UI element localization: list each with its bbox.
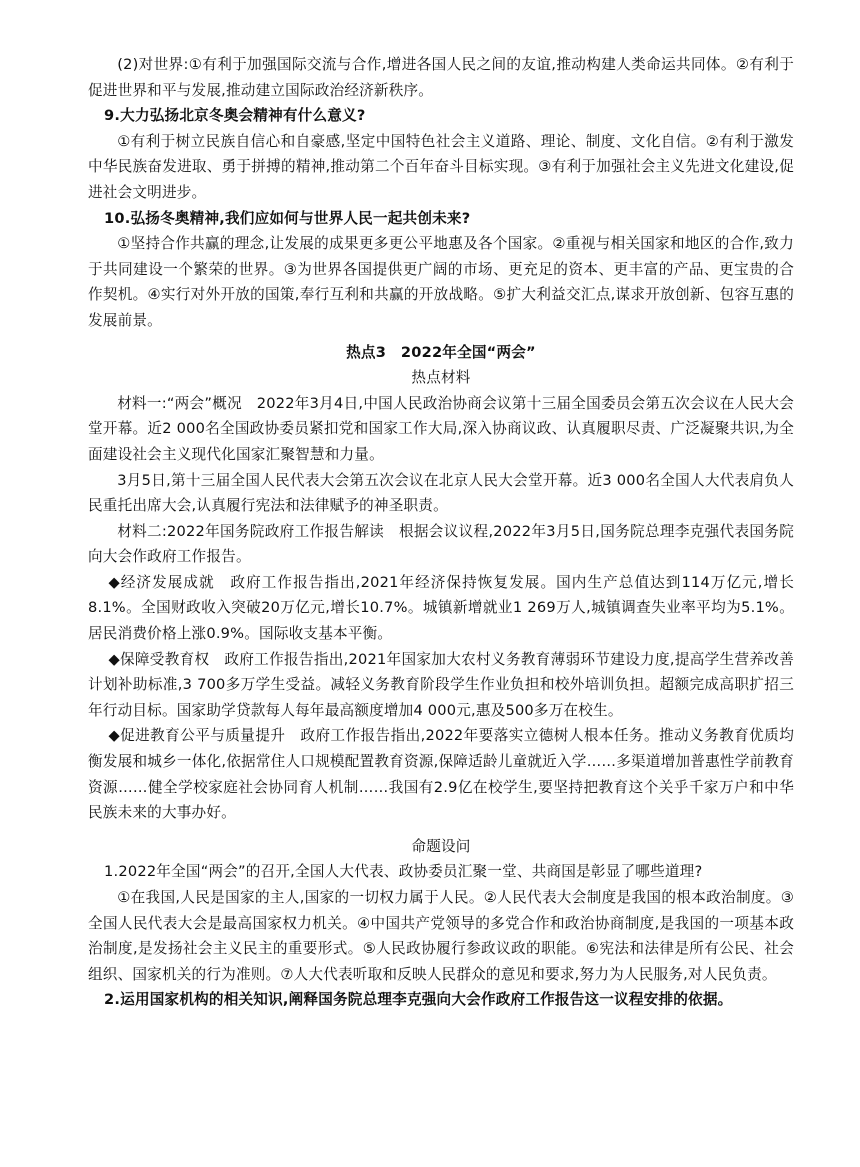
answer-world-significance: (2)对世界:①有利于加强国际交流与合作,增进各国人民之间的友谊,推动构建人类命运共同体。②有利于促进世界和平与发展,推动建立国际政治经济新秩序。 [88, 56, 794, 99]
question-design-heading: 命题设问 [411, 837, 471, 855]
answer-9: ①有利于树立民族自信心和自豪感,坚定中国特色社会主义道路、理论、制度、文化自信。②有利于激发中华民族奋发进取、勇于拼搏的精神,推动第二个百年奋斗目标实现。③有利于加强社会主义先进文化建设,促进社会文明进步。 [88, 132, 794, 201]
education-equity: ◆促进教育公平与质量提升 政府工作报告指出,2022年要落实立德树人根本任务。推动义务教育优质均衡发展和城乡一体化,依据常住人口规模配置教育资源,保障适龄儿童就近入学……多渠道增加普惠性学前教育资源……健全学校家庭社会协同育人机制……我国有2.9亿在校学生,要坚持把教育这个关乎千家万户和中华民族未来的大事办好。 [88, 727, 794, 822]
material-1: 材料一:“两会”概况 2022年3月4日,中国人民政治协商会议第十三届全国委员会第五次会议在人民大会堂开幕。近2 000名全国政协委员紧扣党和国家工作大局,深入协商议政、认真履职尽责、广泛凝聚共识,为全面建设社会主义现代化国家汇聚智慧和力量。 [88, 394, 794, 463]
answer-1: ①在我国,人民是国家的主人,国家的一切权力属于人民。②人民代表大会制度是我国的根本政治制度。③全国人民代表大会是最高国家权力机关。④中国共产党领导的多党合作和政治协商制度,是我国的一项基本政治制度,是发扬社会主义民主的重要形式。⑤人民政协履行参政议政的职能。⑥宪法和法律是所有公民、社会组织、国家机关的行为准则。⑦人大代表听取和反映人民群众的意见和要求,努力为人民服务,对人民负责。 [88, 889, 794, 983]
economic-achievements: ◆经济发展成就 政府工作报告指出,2021年经济保持恢复发展。国内生产总值达到114万亿元,增长8.1%。全国财政收入突破20万亿元,增长10.7%。城镇新增就业1 269万人,城镇调查失业率平均为5.1%。居民消费价格上涨0.9%。国际收支基本平衡。 [88, 573, 794, 643]
question-9: 9.大力弘扬北京冬奥会精神有什么意义? [104, 107, 366, 125]
material-1-continued: 3月5日,第十三届全国人民代表大会第五次会议在北京人民大会堂开幕。近3 000名全国人大代表肩负人民重托出席大会,认真履行宪法和法律赋予的神圣职责。 [88, 471, 794, 515]
question-10: 10.弘扬冬奥精神,我们应如何与世界人民一起共创未来? [104, 209, 471, 227]
education-rights: ◆保障受教育权 政府工作报告指出,2021年国家加大农村义务教育薄弱环节建设力度,提高学生营养改善计划补助标准,3 700多万学生受益。减轻义务教育阶段学生作业负担和校外培训负担。超额完成高职扩招三年行动目标。国家助学贷款每人每年最高额度增加4 000元,惠及500多万在校生。 [88, 650, 794, 719]
answer-10: ①坚持合作共赢的理念,让发展的成果更多更公平地惠及各个国家。②重视与相关国家和地区的合作,致力于共同建设一个繁荣的世界。③为世界各国提供更广阔的市场、更充足的资本、更丰富的产品、更宝贵的合作契机。④实行对外开放的国策,奉行互利和共赢的开放战略。⑤扩大利益交汇点,谋求开放创新、包容互惠的发展前景。 [88, 235, 794, 329]
question-1: 1.2022年全国“两会”的召开,全国人大代表、政协委员汇聚一堂、共商国是彰显了哪些道理? [104, 863, 703, 881]
hotspot-3-title: 热点3 2022年全国“两会” [346, 343, 536, 361]
question-2: 2.运用国家机构的相关知识,阐释国务院总理李克强向大会作政府工作报告这一议程安排的依据。 [104, 991, 733, 1009]
material-2: 材料二:2022年国务院政府工作报告解读 根据会议议程,2022年3月5日,国务院总理李克强代表国务院向大会作政府工作报告。 [88, 522, 794, 566]
hot-material-heading: 热点材料 [411, 369, 471, 387]
